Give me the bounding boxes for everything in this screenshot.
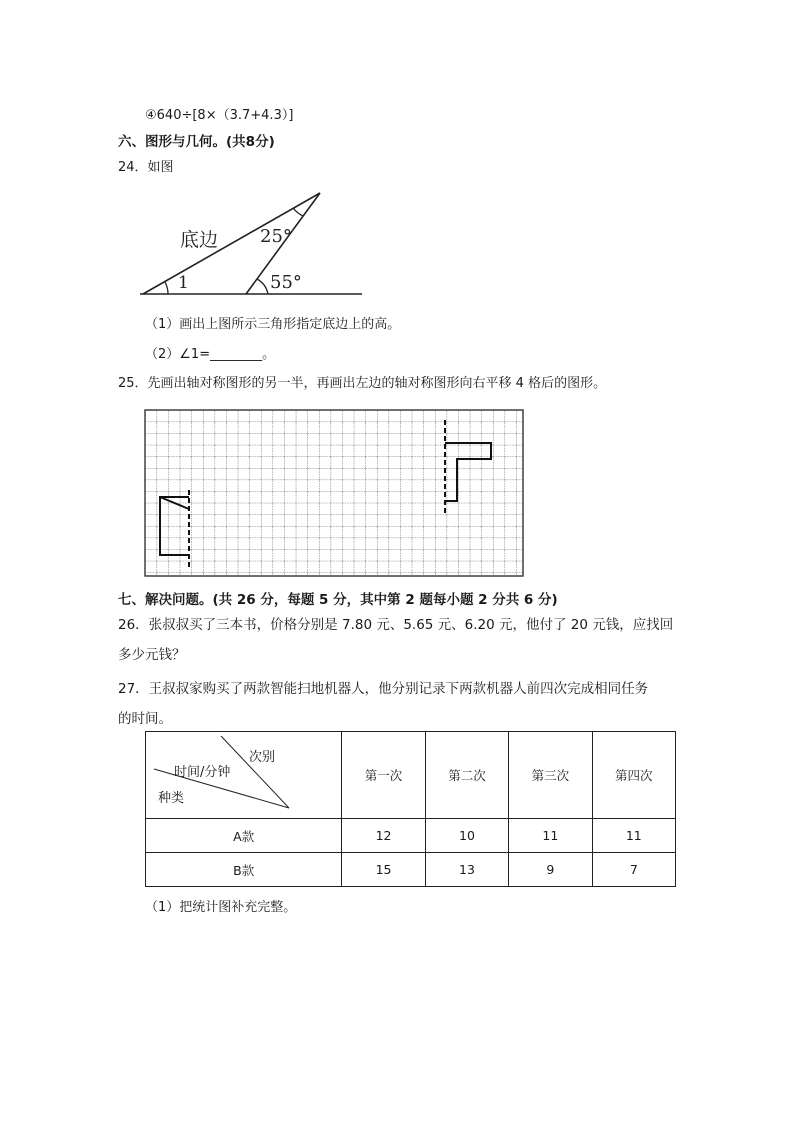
angle-1-arc <box>165 282 168 294</box>
robot-time-table <box>145 731 676 887</box>
grid-figure <box>143 408 525 578</box>
label-angle-right: 55° <box>270 272 302 293</box>
col-header-3: 第三次 <box>509 732 592 819</box>
label-base: 底边 <box>180 229 219 251</box>
cell-b-1: 15 <box>342 853 425 887</box>
q26-line2: 多少元钱？ <box>118 647 186 663</box>
q23-item-4: ④640÷[8×（3.7+4.3）] <box>145 108 294 123</box>
row-label-b: B款 <box>146 853 342 887</box>
row-label-a: A款 <box>146 819 342 853</box>
section-7-heading: 七、解决问题。(共 26 分，每题 5 分，其中第 2 题每小题 2 分共 6 分) <box>118 592 558 608</box>
q24-stem: 24．如图 <box>118 160 174 175</box>
q27-line1: 27．王叔叔家购买了两款智能扫地机器人，他分别记录下两款机器人前四次完成相同任务 <box>118 681 649 697</box>
q27-line2: 的时间。 <box>118 711 172 727</box>
label-angle-1: 1 <box>178 273 189 293</box>
corner-label-bottom: 种类 <box>158 791 185 806</box>
col-header-1: 第一次 <box>342 732 425 819</box>
table-row <box>146 819 676 853</box>
corner-label-top: 次别 <box>249 750 276 765</box>
col-header-4: 第四次 <box>592 732 675 819</box>
q27-sub1: （1）把统计图补充完整。 <box>145 900 297 915</box>
cell-a-2: 10 <box>425 819 508 853</box>
angle-25-arc <box>293 208 303 216</box>
corner-label-mid: 时间/分钟 <box>174 765 231 780</box>
table-row <box>146 853 676 887</box>
cell-a-4: 11 <box>592 819 675 853</box>
cell-b-4: 7 <box>592 853 675 887</box>
triangle-figure <box>138 188 368 300</box>
q24-sub2: （2）∠1=________。 <box>145 347 276 362</box>
cell-b-3: 9 <box>509 853 592 887</box>
q25-stem: 25．先画出轴对称图形的另一半，再画出左边的轴对称图形向右平移 4 格后的图形。 <box>118 376 607 391</box>
cell-a-1: 12 <box>342 819 425 853</box>
label-angle-top: 25° <box>260 226 292 247</box>
angle-55-arc <box>257 279 268 294</box>
cell-a-3: 11 <box>509 819 592 853</box>
table-corner-cell <box>146 732 342 819</box>
q26-line1: 26．张叔叔买了三本书，价格分别是 7.80 元、5.65 元、6.20 元，他付了 20 元钱，应找回 <box>118 617 674 633</box>
section-6-heading: 六、图形与几何。(共8分) <box>118 134 275 150</box>
table-header-row <box>146 732 676 819</box>
grid-area <box>145 410 523 576</box>
cell-b-2: 13 <box>425 853 508 887</box>
q24-sub1: （1）画出上图所示三角形指定底边上的高。 <box>145 317 401 332</box>
col-header-2: 第二次 <box>425 732 508 819</box>
